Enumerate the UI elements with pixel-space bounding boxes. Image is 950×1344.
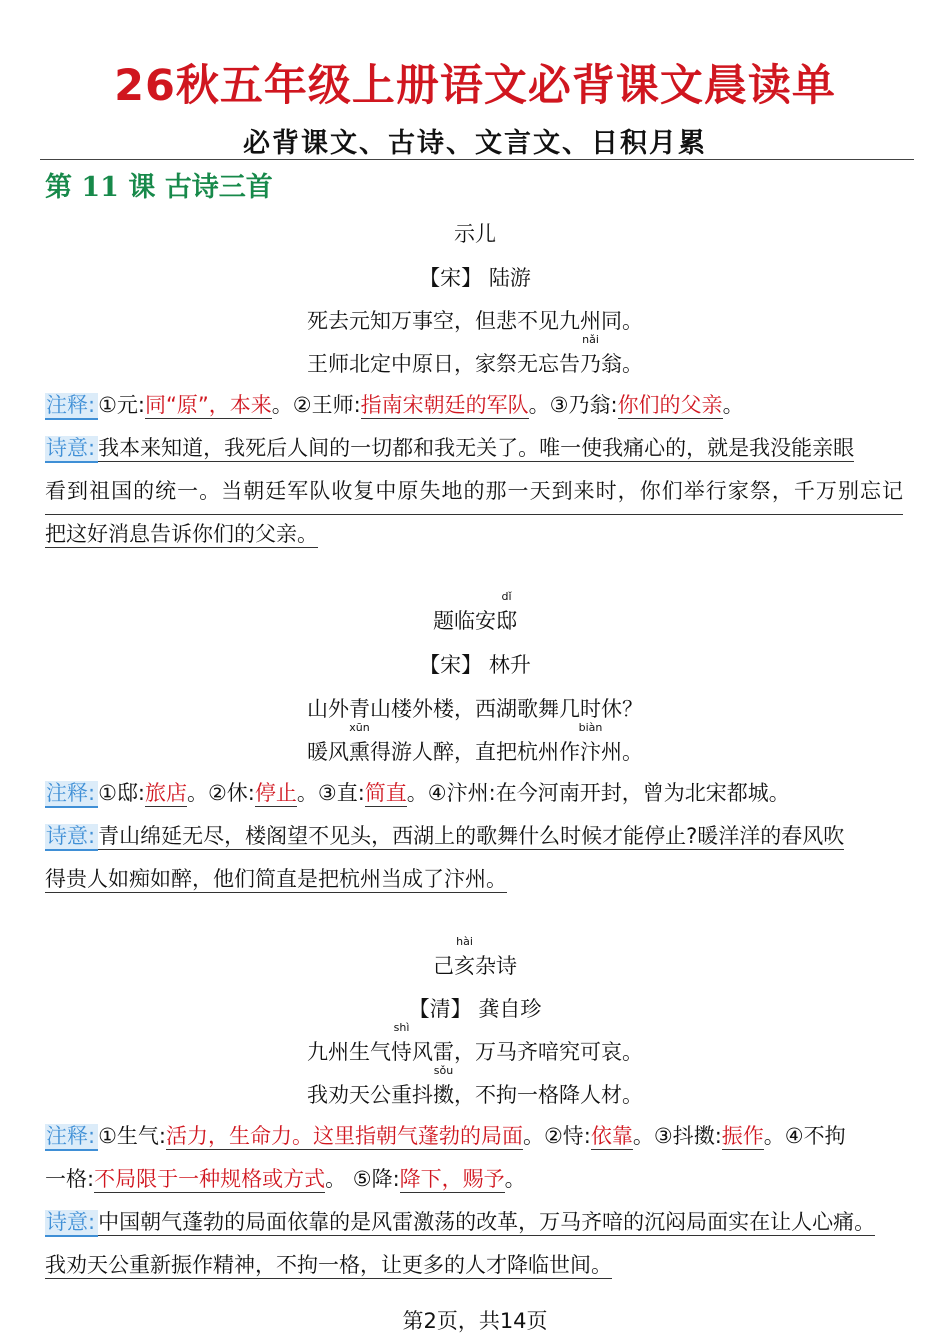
meaning-line [45,815,907,858]
pinyin: dǐ [501,590,512,603]
meaning-text: 得贵人如痴如醉，他们简直是把杭州当成了汴州。 [45,867,507,891]
notes-label: 注释: [45,393,98,420]
poem1-author: 【宋】 陆游 [419,266,531,290]
note-answer: 降下，赐予 [399,1167,505,1191]
note-answer: 停止 [254,781,297,805]
poem3-line1-char: 恃 [391,1040,412,1064]
poem3-title [0,935,950,980]
pinyin: biàn [578,721,603,734]
note-text: ①元: [98,393,145,417]
notes-line [45,1115,907,1158]
note-answer: 依靠 [590,1124,633,1148]
pinyin: shì [393,1021,410,1034]
note-answer: 指南宋朝廷的军队 [360,393,529,417]
poem1-title: 示儿 [454,222,496,246]
meaning-line [45,1244,907,1287]
meaning-label: 诗意: [45,824,98,851]
poem2-notes [45,772,907,901]
note-text: ①生气: [98,1124,166,1148]
poem3-line1-a: 九州生气 [307,1040,391,1064]
poem2-line1: 山外青山楼外楼，西湖歌舞几时休？ [307,697,643,721]
pinyin-char [349,721,370,766]
note-answer: 简直 [364,781,407,805]
note-text: 一格: [45,1167,95,1191]
notes-line [45,384,907,427]
pinyin: hài [456,935,473,948]
meaning-label: 诗意: [45,436,98,463]
pinyin: sǒu [433,1064,454,1077]
notes-line [45,772,907,815]
poem3-line2-char: 擞 [433,1083,454,1107]
poem3-title-char: 亥 [454,954,475,978]
note-answer: 同“原”，本来 [144,393,272,417]
note-text: 。③乃翁: [528,393,618,417]
note-text: 。④不拘 [763,1124,846,1148]
meaning-text: 我本来知道，我死后人间的一切都和我无关了。唯一使我痛心的，就是我没能亲眼 [98,436,855,460]
note-text: 。②恃: [522,1124,591,1148]
poem3-line2-b: ，不拘一格降人材。 [454,1083,643,1107]
note-text: 。 [504,1167,526,1191]
meaning-label: 诗意: [45,1210,98,1237]
note-answer: 活力，生命力。这里指朝气蓬勃的局面 [165,1124,523,1148]
meaning-text: 中国朝气蓬勃的局面依靠的是风雷激荡的改革，万马齐喑的沉闷局面实在让人心痛。 [98,1210,876,1234]
poem1-line1: 死去元知万事空，但悲不见九州同。 [307,309,643,333]
note-text: 。 ⑤降: [325,1167,400,1191]
poem2-line2-a: 暖风 [307,740,349,764]
note-text: 。③直: [296,781,365,805]
notes-label: 注释: [45,781,98,808]
poem2-line2-char1: 熏 [349,740,370,764]
note-answer: 旅店 [144,781,187,805]
meaning-text: 青山绵延无尽，楼阁望不见头，西湖上的歌舞什么时候才能停止?暖洋洋的春风吹 [98,824,845,848]
note-text: 。③抖擞: [632,1124,722,1148]
meaning-line [45,858,907,901]
note-text: 。②王师: [271,393,361,417]
divider [40,159,914,160]
page-subtitle: 必背课文、古诗、文言文、日积月累 [243,128,707,159]
pinyin-char [433,1064,454,1109]
note-answer: 振作 [721,1124,764,1148]
poem1-notes [45,384,907,556]
pinyin-char [454,935,475,980]
note-text: ①邸: [98,781,145,805]
poem2-line2 [0,721,950,766]
poem2-title-char: 邸 [496,609,517,633]
poem3-notes [45,1115,907,1287]
poem1-line2-b: 翁。 [601,352,643,376]
meaning-line [45,513,907,556]
meaning-text: 看到祖国的统一。当朝廷军队收复中原失地的那一天到来时，你们举行家祭，千万别忘记 [45,470,903,515]
notes-line [45,1158,907,1201]
poem3-title-b: 杂诗 [475,954,517,978]
poem3-line2 [0,1064,950,1109]
poem1-line2-a: 王师北定中原日，家祭无忘告 [307,352,580,376]
pinyin-char [580,333,601,378]
note-answer: 不局限于一种规格或方式 [94,1167,326,1191]
note-text: 。④汴州:在今河南开封，曾为北宋都城。 [406,781,790,805]
poem3-line2-a: 我劝天公重抖 [307,1083,433,1107]
poem1-line2 [0,333,950,378]
page-number: 第2页，共14页 [402,1309,548,1333]
pinyin-char [578,721,603,766]
poem2-line2-b: 得游人醉，直把杭州作 [370,740,580,764]
meaning-line [45,427,907,470]
notes-label: 注释: [45,1124,98,1151]
poem1-line2-char: 乃 [580,352,601,376]
meaning-line [45,470,907,513]
poem3-author: 【清】 龚自珍 [408,997,542,1021]
note-answer: 你们的父亲 [617,393,723,417]
lesson-title: 第 11 课 古诗三首 [45,172,273,203]
pinyin: nǎi [582,333,599,346]
meaning-text: 我劝天公重新振作精神，不拘一格，让更多的人才降临世间。 [45,1253,612,1277]
pinyin-char [391,1021,412,1066]
page-title: 26秋五年级上册语文必背课文晨读单 [114,61,836,111]
meaning-text: 把这好消息告诉你们的父亲。 [45,522,318,546]
poem2-author: 【宋】 林升 [419,653,531,677]
poem2-title [0,590,950,635]
poem2-line2-char2: 汴 [580,740,601,764]
poem3-title-a: 己 [433,954,454,978]
pinyin: xūn [349,721,370,734]
poem2-line2-c: 州。 [601,740,643,764]
note-text: 。②休: [186,781,255,805]
note-text: 。 [722,393,744,417]
pinyin-char [496,590,517,635]
meaning-line [45,1201,907,1244]
poem3-line1-b: 风雷，万马齐喑究可哀。 [412,1040,643,1064]
poem2-title-a: 题临安 [433,609,496,633]
poem3-line1 [0,1021,950,1066]
